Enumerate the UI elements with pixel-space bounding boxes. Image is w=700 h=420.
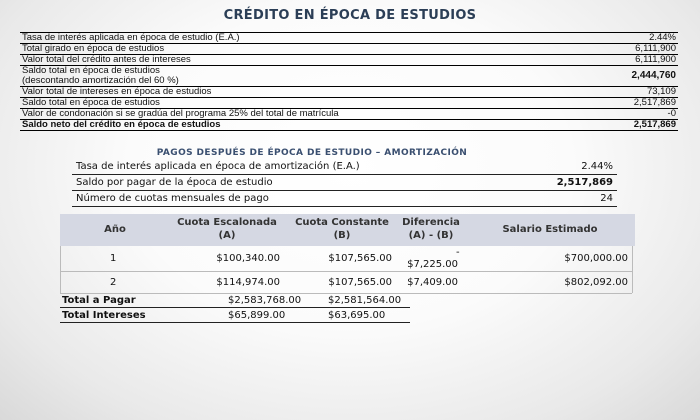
summary-label: Saldo total en época de estudios	[20, 98, 554, 109]
row-divider	[60, 322, 410, 323]
summary-label-note: (descontando amortización del 60 %)	[22, 75, 179, 86]
row1-year: 1	[110, 253, 117, 264]
header-escalonada-line1: Cuota Escalonada	[177, 217, 277, 228]
amortization-value: 2.44%	[519, 159, 617, 175]
summary-row	[20, 109, 678, 120]
row1-diferencia: $7,225.00	[407, 259, 458, 270]
row2-escalonada: $114,974.00	[216, 277, 280, 288]
summary-table	[20, 32, 678, 131]
amortization-label: Saldo por pagar de la época de estudio	[72, 175, 519, 191]
summary-value: 2.44%	[554, 33, 678, 44]
header-year: Año	[104, 224, 126, 235]
column-divider	[60, 246, 61, 293]
total-intereses-b: $63,695.00	[328, 310, 386, 321]
header-constante-line1: Cuota Constante	[295, 217, 389, 228]
amortization-row	[72, 159, 617, 175]
summary-value: 6,111,900	[554, 55, 678, 66]
summary-label: Valor de condonación si se gradúa del programa 25% del total de matrícula	[20, 109, 554, 120]
summary-row	[20, 33, 678, 44]
summary-value: 2,517,869	[554, 98, 678, 109]
header-salario: Salario Estimado	[502, 224, 598, 235]
row-divider	[60, 271, 632, 272]
summary-label: Saldo total en época de estudios	[22, 65, 160, 76]
column-divider	[632, 246, 633, 293]
summary-row	[20, 98, 678, 109]
header-constante	[288, 216, 396, 242]
total-intereses-label: Total Intereses	[62, 310, 146, 321]
row1-diferencia-sign: -	[456, 247, 460, 258]
summary-row	[20, 55, 678, 66]
summary-row-total	[20, 120, 678, 131]
summary-label: Saldo neto del crédito en época de estudios	[20, 120, 554, 131]
row2-diferencia: $7,409.00	[407, 277, 458, 288]
row1-salario: $700,000.00	[564, 253, 628, 264]
header-diferencia-line1: Diferencia	[402, 217, 460, 228]
summary-row	[20, 66, 678, 87]
amortization-value: 24	[519, 191, 617, 207]
summary-value: 6,111,900	[554, 44, 678, 55]
summary-row	[20, 87, 678, 98]
amortization-row	[72, 191, 617, 207]
header-diferencia	[396, 216, 466, 242]
row2-year: 2	[110, 277, 117, 288]
summary-label: Total girado en época de estudios	[20, 44, 554, 55]
row-divider	[60, 293, 632, 294]
total-pagar-label: Total a Pagar	[62, 295, 136, 306]
amortization-value: 2,517,869	[519, 175, 617, 191]
amortization-label: Tasa de interés aplicada en época de amortización (E.A.)	[72, 159, 519, 175]
row1-escalonada: $100,340.00	[216, 253, 280, 264]
summary-label: Valor total de intereses en época de estudios	[20, 87, 554, 98]
row2-salario: $802,092.00	[564, 277, 628, 288]
header-escalonada-line2: (A)	[218, 230, 236, 241]
row-divider	[60, 307, 410, 308]
summary-label: Tasa de interés aplicada en época de estudio (E.A.)	[20, 33, 554, 44]
total-intereses-a: $65,899.00	[228, 310, 286, 321]
summary-value: -0	[554, 109, 678, 120]
header-escalonada	[168, 216, 286, 242]
summary-label-multiline	[20, 66, 554, 87]
summary-value: 73,109	[554, 87, 678, 98]
summary-label: Valor total del crédito antes de intereses	[20, 55, 554, 66]
summary-value: 2,517,869	[554, 120, 678, 131]
amortization-title: PAGOS DESPUÉS DE ÉPOCA DE ESTUDIO – AMORTIZACIÓN	[156, 148, 468, 158]
page-title: CRÉDITO EN ÉPOCA DE ESTUDIOS	[223, 8, 477, 23]
total-pagar-b: $2,581,564.00	[328, 295, 402, 306]
row2-constante: $107,565.00	[328, 277, 392, 288]
amortization-row	[72, 175, 617, 191]
amortization-label: Número de cuotas mensuales de pago	[72, 191, 519, 207]
row1-constante: $107,565.00	[328, 253, 392, 264]
summary-value: 2,444,760	[554, 66, 678, 87]
header-diferencia-line2: (A) - (B)	[408, 230, 454, 241]
header-constante-line2: (B)	[333, 230, 351, 241]
total-pagar-a: $2,583,768.00	[228, 295, 302, 306]
summary-row	[20, 44, 678, 55]
amortization-table	[72, 159, 617, 207]
